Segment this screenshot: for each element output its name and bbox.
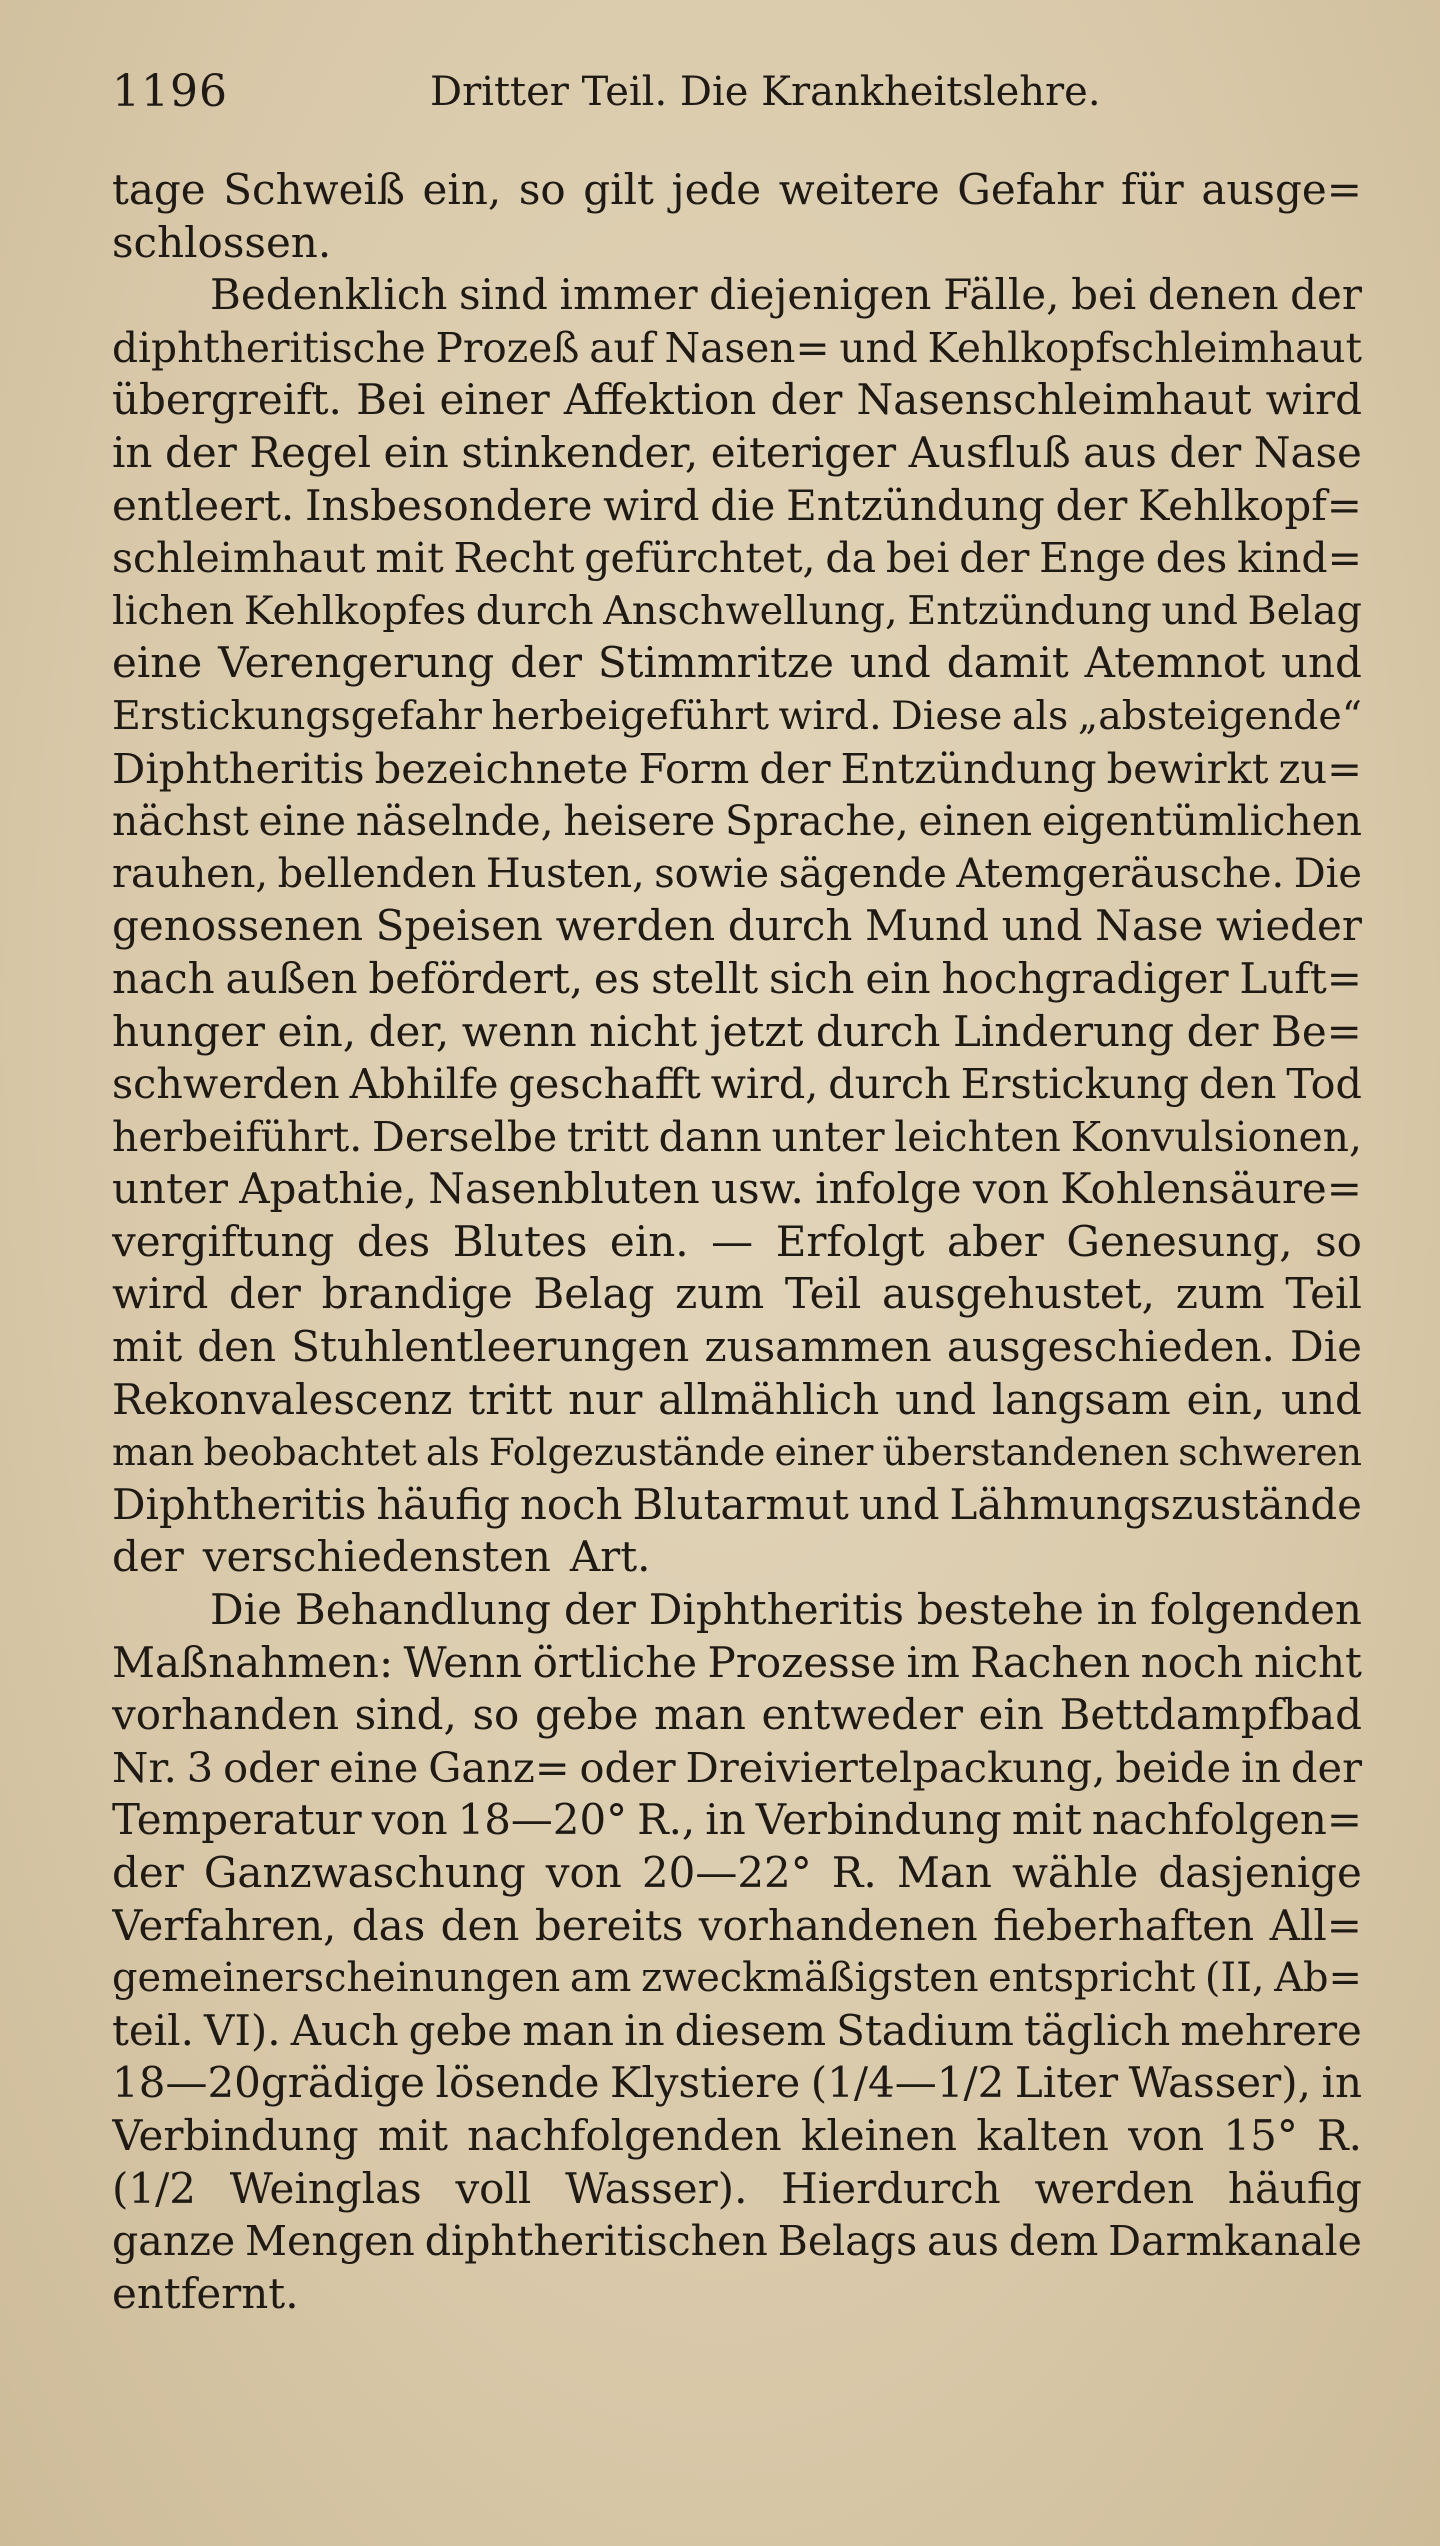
page-number: 1196 <box>112 66 228 117</box>
text-line: ganze Mengen diphtheritischen Belags aus dem Darmkanale <box>112 2217 1362 2266</box>
text-line: Die Behandlung der Diphtheritis bestehe in folgenden <box>210 1585 1362 1635</box>
text-line: herbeiführt. Derselbe tritt dann unter leichten Konvulsionen, <box>112 1112 1362 1161</box>
text-line: tage Schweiß ein, so gilt jede weitere Gefahr für ausge= <box>112 165 1362 214</box>
text-line: Temperatur von 18—20° R., in Verbindung mit nachfolgen= <box>112 1795 1362 1845</box>
text-line: Verbindung mit nachfolgenden kleinen kalten von 15° R. <box>112 2110 1362 2160</box>
text-line: diphtheritische Prozeß auf Nasen= und Kehlkopfschleimhaut <box>112 323 1362 372</box>
text-line: Verfahren, das den bereits vorhandenen fieberhaften All= <box>112 1900 1362 1950</box>
text-line: 18—20grädige lösende Klystiere (1/4—1/2 Liter Wasser), in <box>112 2058 1362 2108</box>
text-line: unter Apathie, Nasenbluten usw. infolge von Kohlensäure= <box>112 1164 1362 1214</box>
text-line: (1/2 Weinglas voll Wasser). Hierdurch werden häufig <box>112 2163 1362 2213</box>
text-line: lichen Kehlkopfes durch Anschwellung, Entzündung und Belag <box>112 587 1362 634</box>
text-line: eine Verengerung der Stimmritze und damit Atemnot und <box>112 638 1362 688</box>
text-line: in der Regel ein stinkender, eiteriger Ausfluß aus der Nase <box>112 427 1362 477</box>
text-line: schleimhaut mit Recht gefürchtet, da bei der Enge des kind= <box>112 534 1362 583</box>
text-line: Erstickungsgefahr herbeigeführt wird. Diese als „absteigende“ <box>112 692 1362 739</box>
page-header <box>112 62 1362 122</box>
text-line: entleert. Insbesondere wird die Entzündung der Kehlkopf= <box>112 480 1362 530</box>
text-line: übergreift. Bei einer Affektion der Nasenschleimhaut wird <box>112 375 1362 425</box>
text-line: hunger ein, der, wenn nicht jetzt durch Linderung der Be= <box>112 1006 1362 1056</box>
text-line: entfernt. <box>112 2268 299 2318</box>
text-line: nächst eine näselnde, heisere Sprache, einen eigentümlichen <box>112 797 1362 846</box>
text-line: genossenen Speisen werden durch Mund und Nase wieder <box>112 901 1362 951</box>
text-line: wird der brandige Belag zum Teil ausgehustet, zum Teil <box>112 1269 1362 1319</box>
text-line: schlossen. <box>112 217 332 267</box>
text-line: mit den Stuhlentleerungen zusammen ausgeschieden. Die <box>112 1322 1362 1372</box>
text-line: der verschiedensten Art. <box>112 1532 651 1582</box>
text-line: Rekonvalescenz tritt nur allmählich und langsam ein, und <box>112 1374 1362 1424</box>
text-line: Nr. 3 oder eine Ganz= oder Dreiviertelpackung, beide in der <box>112 1742 1362 1792</box>
text-line: teil. VI). Auch gebe man in diesem Stadium täglich mehrere <box>112 2005 1362 2055</box>
text-line: Diphtheritis häufig noch Blutarmut und Lähmungszustände <box>112 1479 1362 1529</box>
text-line: gemeinerscheinungen am zweckmäßigsten entspricht (II, Ab= <box>112 1955 1362 2002</box>
text-line: vorhanden sind, so gebe man entweder ein Bettdampfbad <box>112 1690 1362 1740</box>
body-text <box>112 164 1362 2320</box>
running-head: Dritter Teil. Die Krankheitslehre. <box>430 69 1101 115</box>
text-line: Bedenklich sind immer diejenigen Fälle, bei denen der <box>210 270 1362 320</box>
text-line: vergiftung des Blutes ein. — Erfolgt aber Genesung, so <box>112 1216 1362 1266</box>
text-line: nach außen befördert, es stellt sich ein hochgradiger Luft= <box>112 953 1362 1003</box>
text-line: man beobachtet als Folgezustände einer überstandenen schweren <box>112 1430 1362 1475</box>
text-line: rauhen, bellenden Husten, sowie sägende Atemgeräusche. Die <box>112 850 1362 897</box>
text-line: schwerden Abhilfe geschafft wird, durch Erstickung den Tod <box>112 1060 1362 1109</box>
text-line: Diphtheritis bezeichnete Form der Entzündung bewirkt zu= <box>112 743 1362 793</box>
text-line: Maßnahmen: Wenn örtliche Prozesse im Rachen noch nicht <box>112 1637 1362 1687</box>
text-line: der Ganzwaschung von 20—22° R. Man wähle dasjenige <box>112 1848 1362 1897</box>
